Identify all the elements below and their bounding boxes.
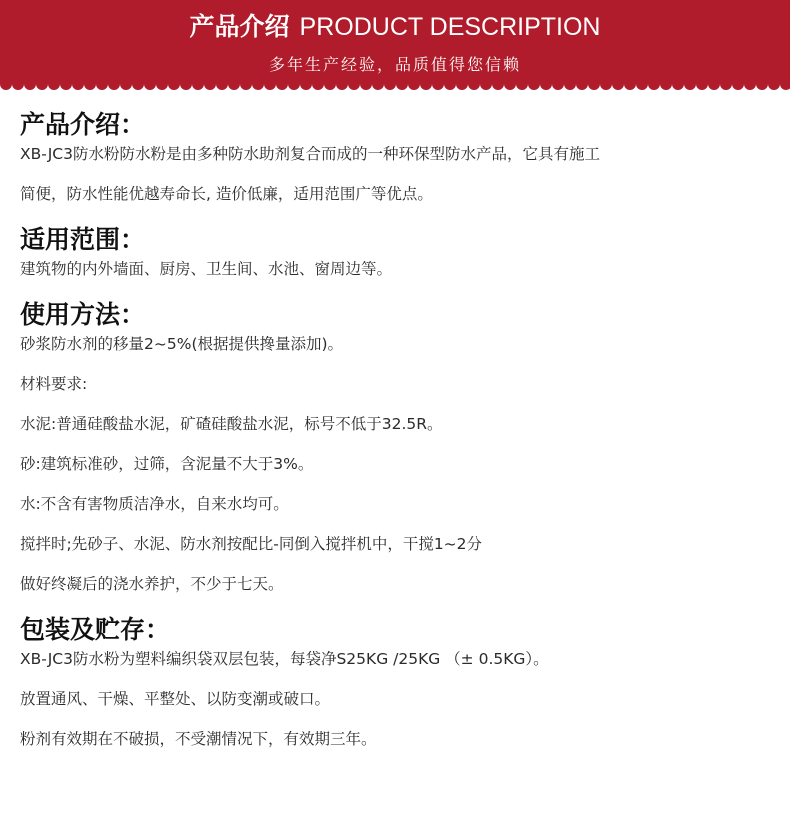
packaging-line-1: XB-JC3防水粉为塑料编织袋双层包装，每袋净S25KG /25KG （± 0.5KG）。: [20, 650, 549, 668]
section-title-usage: 使用方法：: [20, 300, 146, 329]
intro-line-2: 简便，防水性能优越寿命长, 造价低廉，适用范围广等优点。: [20, 185, 433, 203]
usage-line-6: 搅拌时;先砂子、水泥、防水剂按配比-同倒入搅拌机中，干搅1~2分: [20, 535, 483, 553]
packaging-line-2: 放置通风、干燥、平整处、以防变潮或破口。: [20, 690, 331, 708]
banner-scalloped-edge: [0, 84, 790, 93]
usage-line-1: 砂浆防水剂的移量2~5%(根据提供搀量添加)。: [20, 335, 344, 353]
packaging-line-3: 粉剂有效期在不破损，不受潮情况下，有效期三年。: [20, 730, 377, 748]
banner-subtitle: 多年生产经验，品质值得您信赖: [268, 55, 521, 74]
section-title-packaging: 包装及贮存：: [20, 615, 171, 644]
content-area: [0, 93, 790, 759]
usage-line-5: 水:不含有害物质洁净水，自来水均可。: [20, 495, 289, 513]
header-banner: [0, 0, 790, 84]
usage-line-3: 水泥:普通硅酸盐水泥，矿碴硅酸盐水泥，标号不低于32.5R。: [20, 415, 443, 433]
usage-line-2: 材料要求:: [20, 375, 88, 393]
section-title-intro: 产品介绍：: [20, 110, 146, 139]
scope-line-1: 建筑物的内外墙面、厨房、卫生间、水池、窗周边等。: [20, 260, 393, 278]
banner-title: [0, 9, 790, 48]
banner-title-cn: 产品介绍: [189, 12, 290, 41]
usage-line-7: 做好终凝后的浇水养护，不少于七天。: [20, 575, 284, 593]
usage-line-4: 砂:建筑标准砂，过筛，含泥量不大于3%。: [20, 455, 314, 473]
banner-title-en: PRODUCT DESCRIPTION: [299, 13, 601, 41]
intro-line-1: XB-JC3防水粉防水粉是由多种防水助剂复合而成的一种环保型防水产品，它具有施工: [20, 145, 600, 163]
section-title-scope: 适用范围：: [20, 225, 146, 254]
